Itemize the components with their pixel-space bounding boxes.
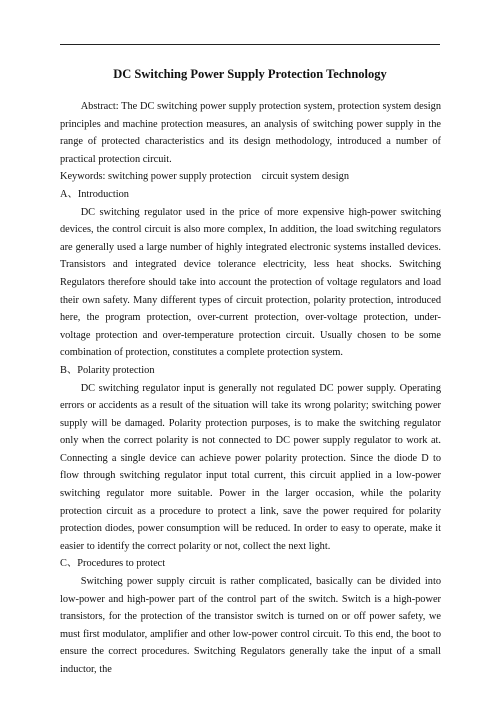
document-title: DC Switching Power Supply Protection Technology bbox=[113, 67, 387, 81]
keywords-line: Keywords: switching power supply protection circuit system design bbox=[60, 171, 350, 183]
abstract-paragraph: Abstract: The DC switching power supply protection system, protection system design principles and machine protection measures, an analysis of switching power supply in the range of protected characteristics and its design methodology, introduced a number of practical protection circuit. bbox=[60, 101, 441, 165]
section-paragraph-polarity-protection: DC switching regulator input is generally not regulated DC power supply. Operating errors or accidents as a result of the situation will take its wrong polarity; switching power supply will be damaged. Polarity protection purposes, is to make the switching regulator only when the correct polarity is not connected to DC power supply regulator to work at. Connecting a single device can achieve power polarity protection. Since the diode D to flow through switching regulator input total current, this circuit applied in a low-power switching regulator more suitable. Power in the larger occasion, while the polarity protection circuit as a procedure to protect a link, save the power required for polarity protection diodes, power consumption will be reduced. In order to easy to operate, make it easier to identify the correct polarity or not, collect the next light. bbox=[60, 382, 441, 552]
section-heading-polarity-protection: B、Polarity protection bbox=[60, 364, 155, 376]
section-heading-procedures-to-protect: C、Procedures to protect bbox=[60, 558, 166, 570]
section-heading-introduction: A、Introduction bbox=[60, 188, 129, 200]
section-paragraph-introduction: DC switching regulator used in the price of more expensive high-power switching devices, the control circuit is also more complex, In addition, the load switching regulators are generally used a large number of highly integrated electronic systems installed devices. Transistors and integrated device tolerance electricity, less heat shocks. Switching Regulators therefore should take into account the protection of voltage regulators and load their own safety. Many different types of circuit protection, polarity protection, introduced here, the program protection, over-current protection, over-voltage protection, under-voltage protection and over-temperature protection circuit. Usually chosen to be some combination of protection, constitutes a complete protection system. bbox=[60, 206, 441, 359]
header-rule bbox=[60, 44, 440, 45]
document-body bbox=[60, 98, 441, 679]
section-paragraph-procedures-to-protect: Switching power supply circuit is rather complicated, basically can be divided into low-power and high-power part of the control part of the switch. Switch is a high-power transistors, for the protection of the transistor switch is turned on or off power safety, we must first modulator, amplifier and other low-power control circuit. To this end, the boot to ensure the correct procedures. Switching Regulators generally take the input of a small inductor, the bbox=[60, 576, 441, 675]
